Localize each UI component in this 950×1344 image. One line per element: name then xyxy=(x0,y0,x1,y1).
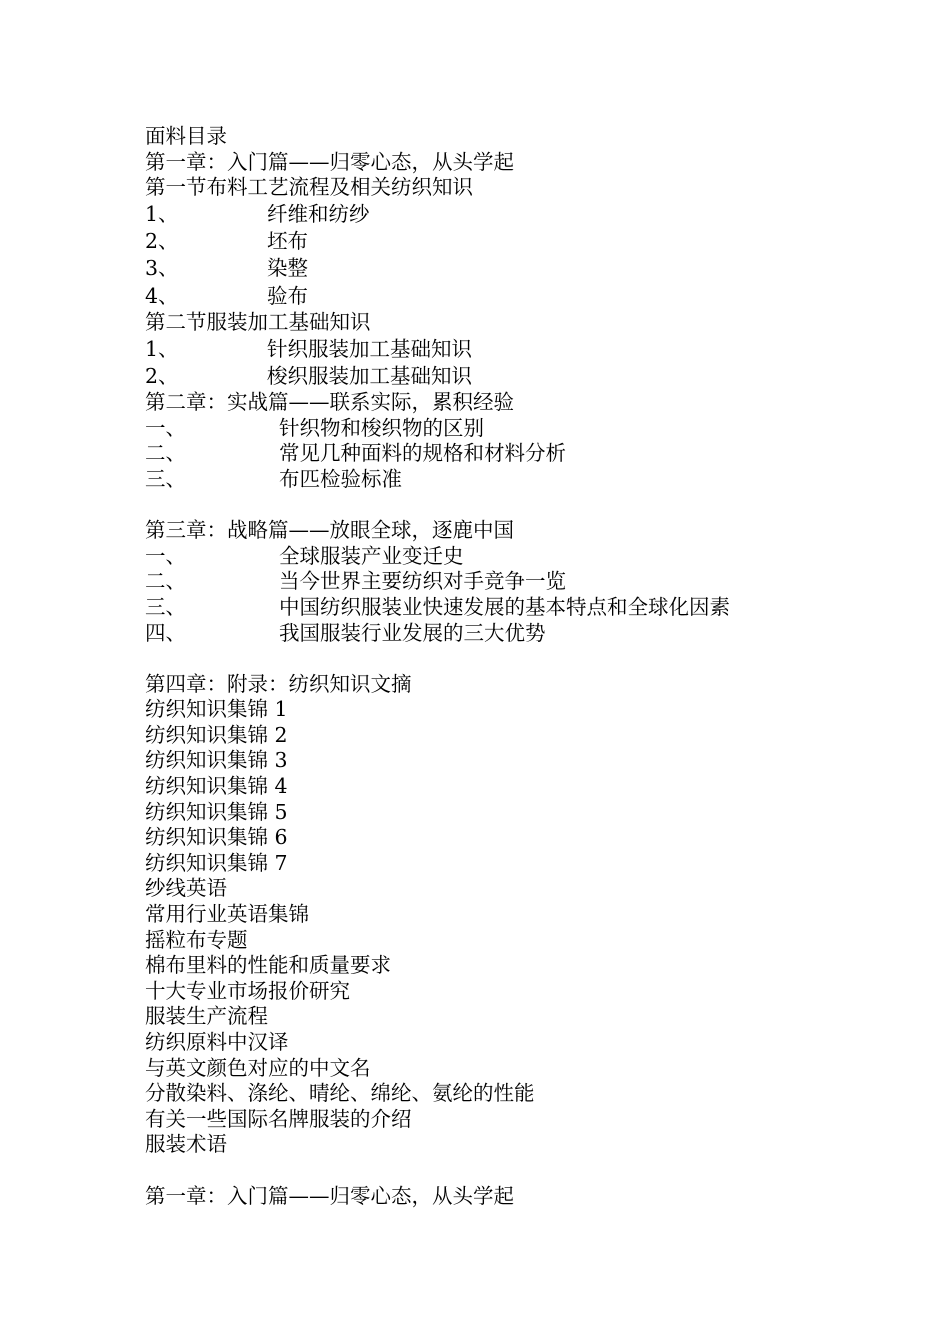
toc-item: 二、 常见几种面料的规格和材料分析 xyxy=(145,441,566,466)
appendix-item: 纱线英语 xyxy=(145,876,227,901)
section-1-heading: 第一节布料工艺流程及相关纺织知识 xyxy=(145,175,473,200)
chapter-3-heading: 第三章：战略篇——放眼全球，逐鹿中国 xyxy=(145,518,514,543)
chapter-1-heading: 第一章：入门篇——归零心态，从头学起 xyxy=(145,149,514,174)
appendix-item: 摇粒布专题 xyxy=(145,927,248,952)
section-2-heading: 第二节服装加工基础知识 xyxy=(145,309,371,334)
toc-item: 四、 我国服装行业发展的三大优势 xyxy=(145,620,546,645)
appendix-item: 纺织知识集锦 6 xyxy=(145,825,288,850)
appendix-item: 棉布里料的性能和质量要求 xyxy=(145,953,391,978)
document-page xyxy=(145,124,905,1209)
appendix-item: 常用行业英语集锦 xyxy=(145,902,309,927)
appendix-item: 分散染料、涤纶、晴纶、绵纶、氨纶的性能 xyxy=(145,1081,535,1106)
appendix-item: 与英文颜色对应的中文名 xyxy=(145,1055,371,1080)
toc-item: 三、 中国纺织服装业快速发展的基本特点和全球化因素 xyxy=(145,594,730,619)
chapter-2-heading: 第二章：实战篇——联系实际，累积经验 xyxy=(145,390,514,415)
toc-item: 1、 针织服装加工基础知识 xyxy=(145,336,472,361)
chapter-4-heading: 第四章：附录：纺织知识文摘 xyxy=(145,671,412,696)
toc-item: 1、 纤维和纺纱 xyxy=(145,201,370,226)
toc-item: 三、 布匹检验标准 xyxy=(145,466,402,491)
appendix-item: 有关一些国际名牌服装的介绍 xyxy=(145,1106,412,1131)
toc-item: 2、 梭织服装加工基础知识 xyxy=(145,363,472,388)
toc-item: 4、 验布 xyxy=(145,283,308,308)
blank-line xyxy=(145,1158,905,1184)
appendix-item: 服装生产流程 xyxy=(145,1004,268,1029)
appendix-item: 纺织知识集锦 1 xyxy=(145,697,288,722)
blank-line xyxy=(145,493,905,519)
appendix-item: 十大专业市场报价研究 xyxy=(145,978,350,1003)
toc-title: 面料目录 xyxy=(145,124,227,148)
appendix-item: 纺织知识集锦 3 xyxy=(145,748,288,773)
appendix-item: 纺织知识集锦 5 xyxy=(145,799,288,824)
appendix-item: 服装术语 xyxy=(145,1132,227,1157)
toc-item: 一、 针织物和梭织物的区别 xyxy=(145,415,484,440)
toc-item: 一、 全球服装产业变迁史 xyxy=(145,543,464,568)
chapter-1-body-heading: 第一章：入门篇——归零心态，从头学起 xyxy=(145,1183,514,1208)
toc-item: 二、 当今世界主要纺织对手竞争一览 xyxy=(145,569,566,594)
appendix-item: 纺织知识集锦 4 xyxy=(145,774,288,799)
appendix-item: 纺织知识集锦 2 xyxy=(145,722,288,747)
toc-item: 3、 染整 xyxy=(145,256,308,281)
blank-line xyxy=(145,646,905,672)
appendix-item: 纺织原料中汉译 xyxy=(145,1030,289,1054)
appendix-item: 纺织知识集锦 7 xyxy=(145,850,288,875)
toc-item: 2、 坯布 xyxy=(145,229,308,254)
